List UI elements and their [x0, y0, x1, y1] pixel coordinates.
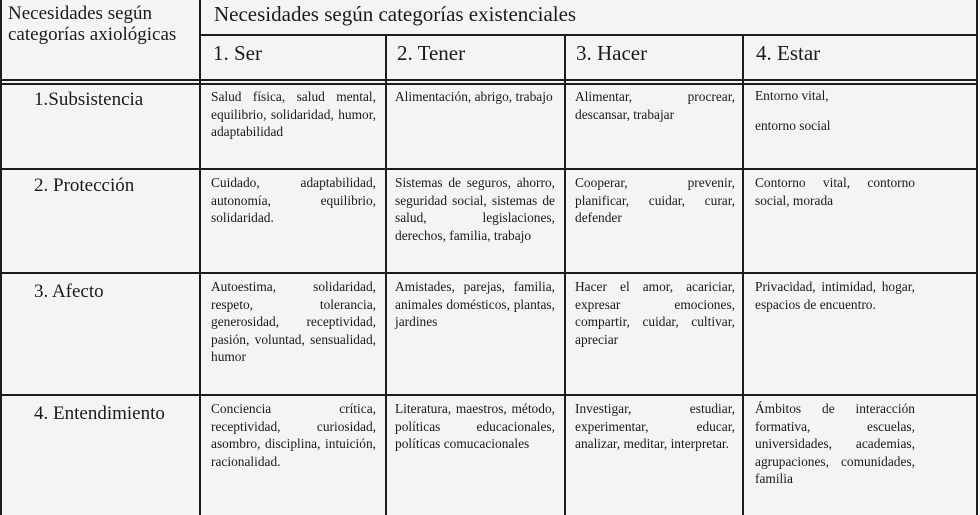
cell-subsistencia-tener: Alimentación, abrigo, trabajo — [395, 89, 553, 104]
cell-proteccion-tener: Sistemas de seguros, ahorro, seguridad social, sistemas de salud, legislaciones, derechos, familia, trabajo — [395, 175, 555, 243]
cell-subsistencia-ser: Salud física, salud mental, equilibrio, solidaridad, humor, adaptabilidad — [211, 89, 376, 140]
row-header-entendimiento: 4. Entendimiento — [34, 403, 165, 424]
column-divider — [564, 35, 566, 515]
header-bottom-rule — [0, 79, 978, 81]
cell-afecto-tener: Amistades, parejas, familia, animales domésticos, plantas, jardines — [395, 279, 555, 330]
cell-entendimiento-ser: Conciencia crítica, receptividad, curiosidad, asombro, disciplina, intuición, racionalidad. — [211, 401, 376, 469]
header-divider — [199, 34, 978, 36]
row-divider — [0, 272, 978, 274]
table-left-border — [0, 0, 2, 515]
column-divider — [742, 35, 744, 515]
column-divider — [385, 35, 387, 515]
cell-entendimiento-hacer: Investigar, estudiar, experimentar, educar, analizar, meditar, interpretar. — [575, 401, 735, 452]
cell-entendimiento-estar: Ámbitos de interacción formativa, escuelas, universidades, academias, agrupaciones, comunidades, familia — [755, 401, 915, 487]
column-divider — [199, 0, 201, 515]
header-bottom-rule — [0, 83, 978, 85]
column-header-hacer: 3. Hacer — [576, 41, 648, 65]
top-header: Necesidades según categorías existenciales — [214, 2, 577, 26]
column-header-ser: 1. Ser — [213, 41, 262, 65]
cell-afecto-ser: Autoestima, solidaridad, respeto, tolerancia, generosidad, receptividad, pasión, voluntad, sensualidad, humor — [211, 279, 376, 365]
corner-header: Necesidades según categorías axiológicas — [8, 3, 177, 45]
cell-proteccion-ser: Cuidado, adaptabilidad, autonomía, equilibrio, solidaridad. — [211, 175, 376, 226]
column-header-estar: 4. Estar — [756, 41, 821, 65]
cell-subsistencia-estar: Entorno vital, entorno social — [755, 88, 831, 133]
cell-afecto-estar: Privacidad, intimidad, hogar, espacios de encuentro. — [755, 279, 915, 312]
cell-proteccion-estar: Contorno vital, contorno social, morada — [755, 175, 915, 208]
row-divider — [0, 394, 978, 396]
row-header-proteccion: 2. Protección — [34, 175, 135, 196]
column-header-tener: 2. Tener — [397, 41, 466, 65]
cell-proteccion-hacer: Cooperar, prevenir, planificar, cuidar, curar, defender — [575, 175, 735, 226]
table-right-border — [976, 0, 978, 515]
row-header-afecto: 3. Afecto — [34, 281, 104, 302]
row-divider — [0, 168, 978, 170]
row-header-subsistencia: 1.Subsistencia — [34, 89, 144, 110]
cell-subsistencia-hacer: Alimentar, procrear, descansar, trabajar — [575, 89, 735, 122]
cell-entendimiento-tener: Literatura, maestros, método, políticas educacionales, políticas comucacionales — [395, 401, 555, 452]
cell-afecto-hacer: Hacer el amor, acariciar, expresar emociones, compartir, cuidar, cultivar, apreciar — [575, 279, 735, 347]
